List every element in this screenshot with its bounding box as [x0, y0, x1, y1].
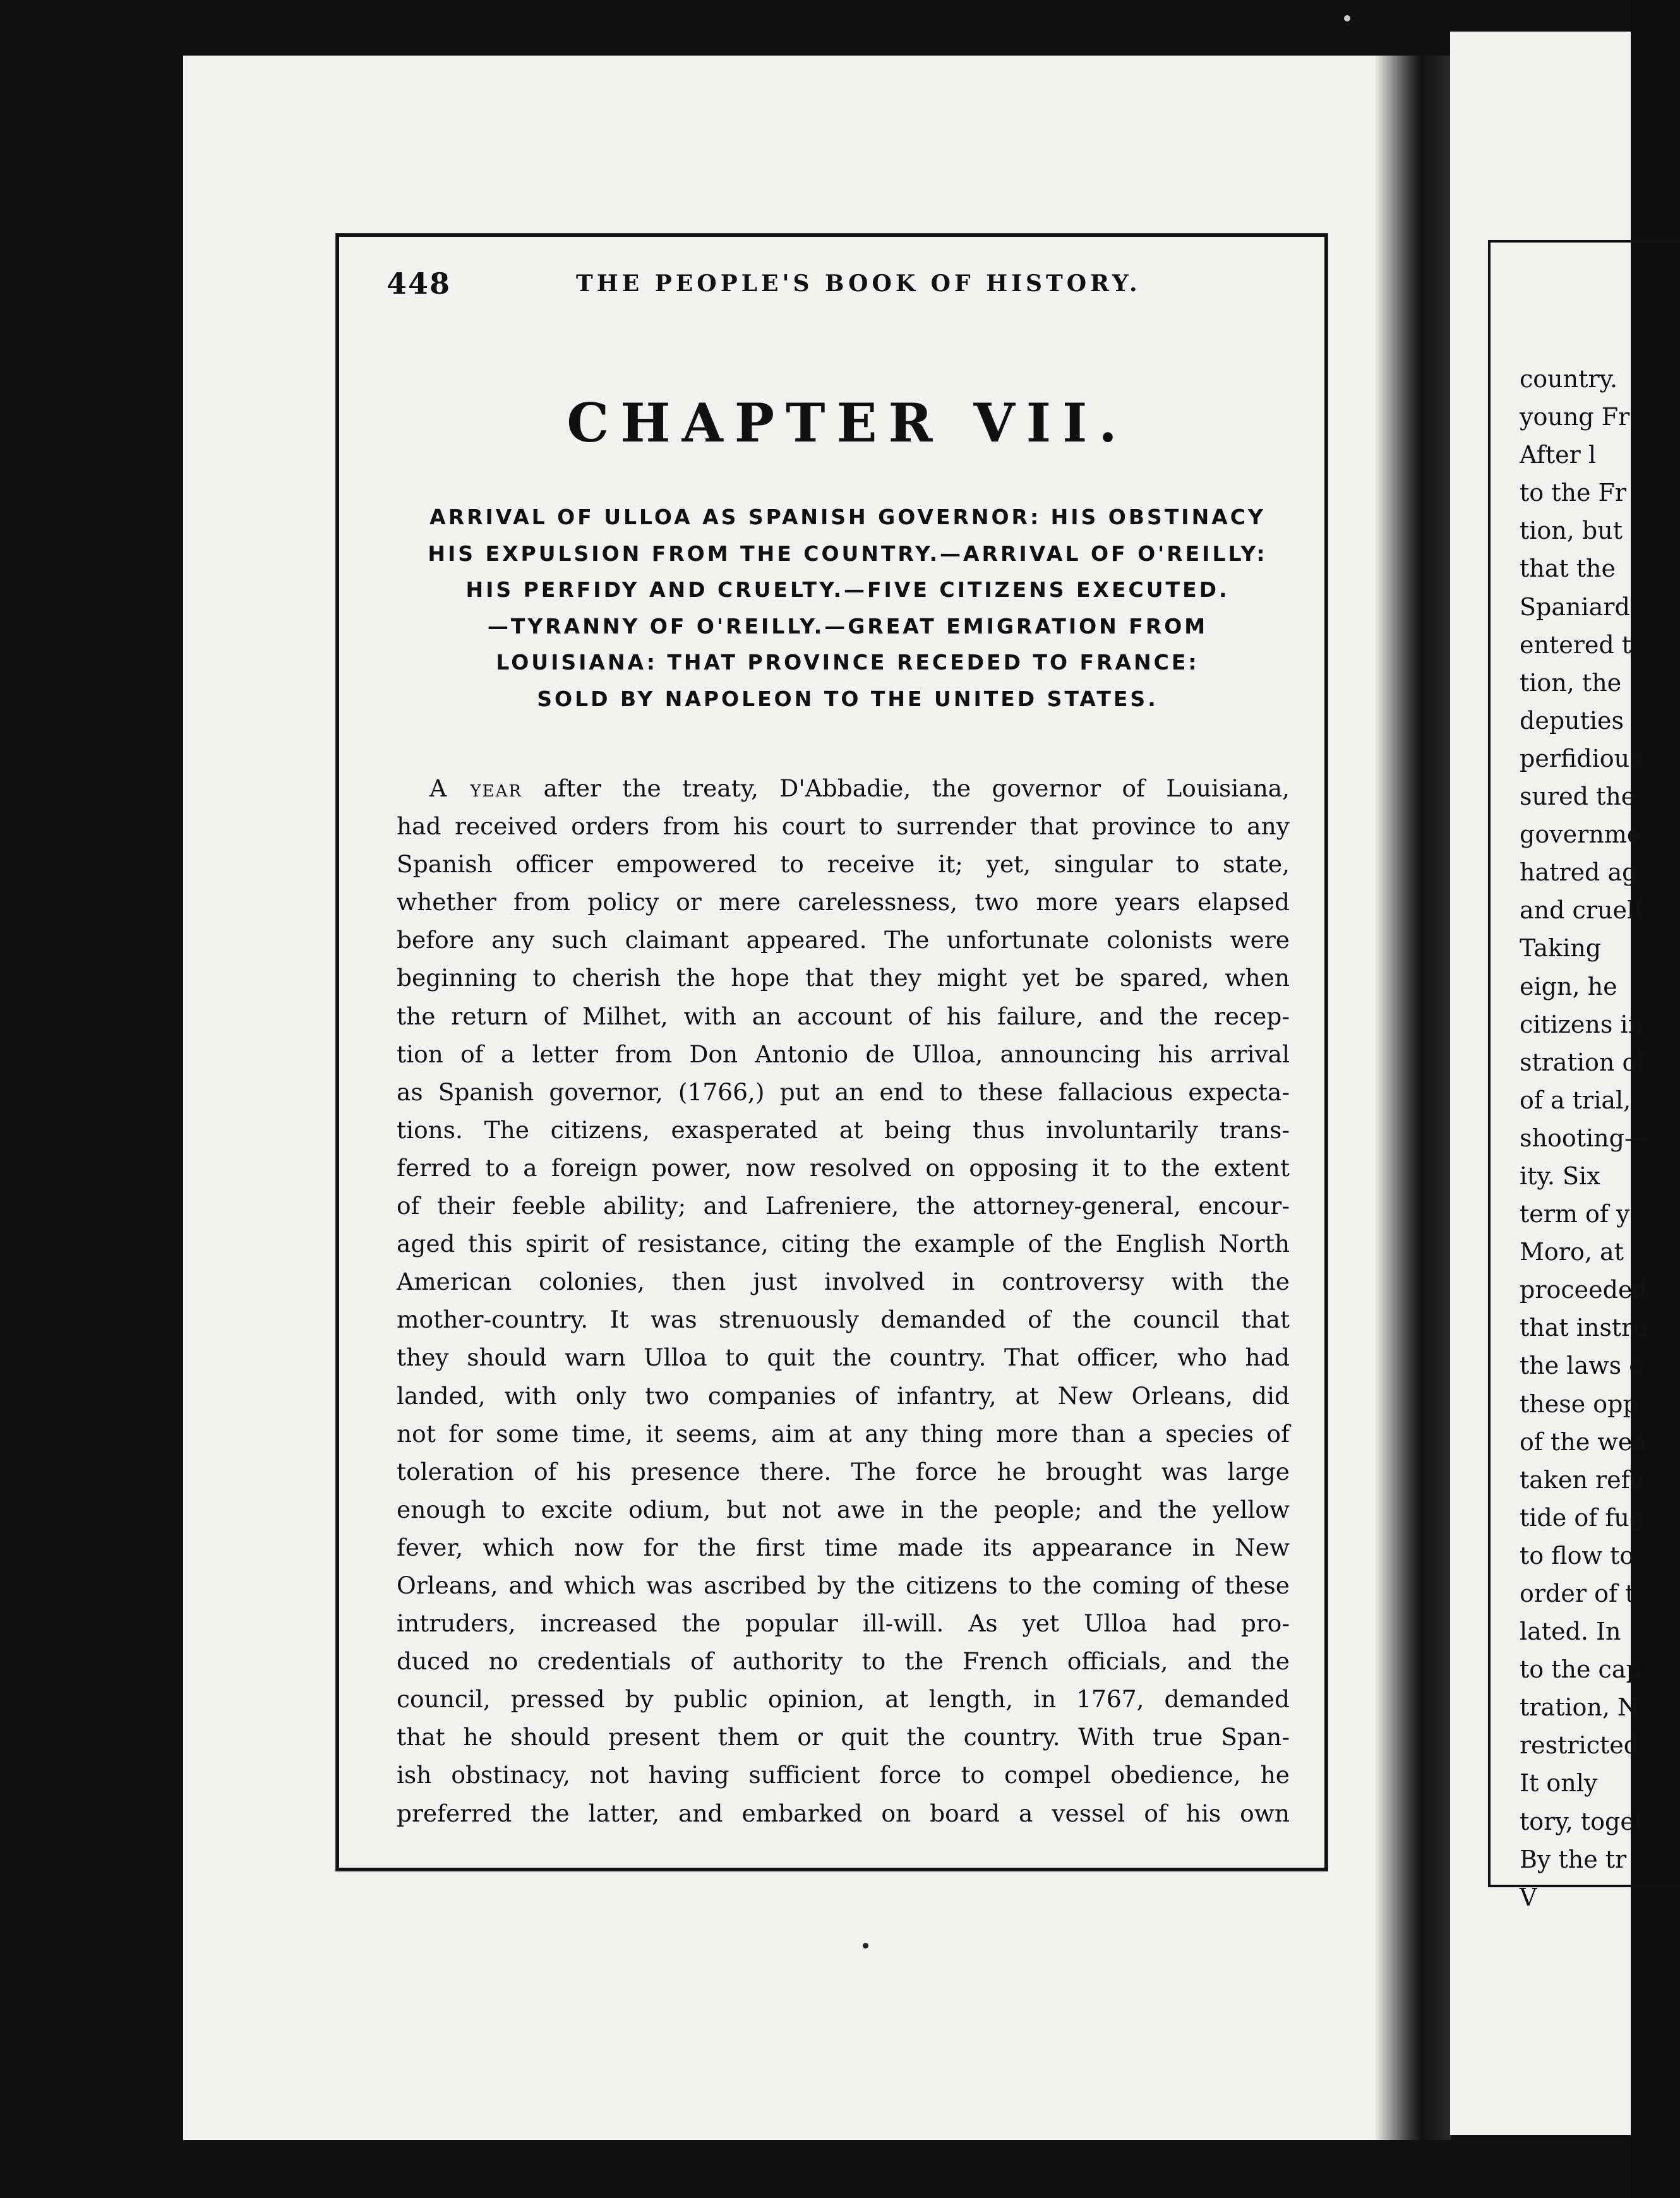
facing-page-line: country.	[1520, 365, 1618, 393]
facing-page-line: that the	[1520, 555, 1616, 583]
first-line-rest: after the treaty, D'Abbadie, the governor of Louisiana,	[522, 774, 1290, 802]
facing-page-line: tion, the	[1520, 668, 1622, 697]
facing-page-line: of the wea	[1520, 1427, 1647, 1456]
facing-page-line: order of t	[1520, 1580, 1635, 1607]
facing-page-line: term of y	[1520, 1200, 1630, 1228]
facing-page-line: young Fr	[1520, 403, 1630, 431]
facing-page-line: Moro, at	[1520, 1238, 1624, 1266]
body-text	[397, 769, 1290, 1832]
facing-page-line: tion, but	[1520, 517, 1623, 545]
body-line: preferred the latter, and embarked on board a vessel of his own	[397, 1799, 1290, 1827]
facing-page-line: entered t	[1520, 630, 1632, 659]
facing-page-line: governme	[1520, 820, 1641, 849]
body-line: tions. The citizens, exasperated at being thus involuntarily trans-	[397, 1115, 1290, 1144]
scan-speck	[863, 1943, 868, 1949]
facing-page-line: By the tr	[1520, 1845, 1627, 1873]
facing-page-line: tory, toget	[1520, 1807, 1645, 1835]
facing-page-line: stration of	[1520, 1048, 1646, 1076]
facing-page-line: proceeded	[1520, 1276, 1648, 1304]
book-spine-shadow	[1376, 56, 1451, 2140]
body-line: American colonies, then just involved in controversy with the	[397, 1268, 1290, 1296]
facing-page-line: that instru	[1520, 1314, 1648, 1342]
facing-page-line: to flow to	[1520, 1541, 1635, 1570]
body-line: Orleans, and which was ascribed by the citizens to the coming of these	[397, 1571, 1290, 1599]
body-line: as Spanish governor, (1766,) put an end to these fallacious expecta-	[397, 1078, 1290, 1106]
body-line: aged this spirit of resistance, citing the example of the English North	[397, 1230, 1290, 1258]
running-head	[387, 267, 1309, 304]
facing-page-text	[1520, 360, 1646, 1916]
body-line: of their feeble ability; and Lafreniere, the attorney-general, encour-	[397, 1192, 1290, 1220]
body-line: ish obstinacy, not having sufficient force to compel obedience, he	[397, 1761, 1290, 1789]
facing-page-line: these opp	[1520, 1390, 1638, 1418]
body-line: that he should present them or quit the country. With true Span-	[397, 1723, 1290, 1751]
body-line: not for some time, it seems, aim at any thing more than a species of	[397, 1419, 1290, 1448]
body-line: before any such claimant appeared. The unfortunate colonists were	[397, 926, 1290, 954]
body-line: tion of a letter from Don Antonio de Ulloa, announcing his arrival	[397, 1040, 1290, 1068]
summary-line: LOUISIANA: THAT PROVINCE RECEDED TO FRANCE:	[496, 650, 1199, 675]
facing-page	[1450, 32, 1648, 2135]
chapter-title: CHAPTER VII.	[567, 392, 1129, 454]
facing-page-line: tide of fug	[1520, 1503, 1645, 1532]
body-line: the return of Milhet, with an account of his failure, and the recep-	[397, 1002, 1290, 1030]
facing-page-line: After l	[1520, 441, 1596, 469]
body-line: beginning to cherish the hope that they might yet be spared, when	[397, 964, 1290, 992]
facing-page-line: to the cap	[1520, 1655, 1641, 1684]
summary-line: ARRIVAL OF ULLOA AS SPANISH GOVERNOR: HIS OBSTINACY	[429, 505, 1266, 529]
scan-speck	[1344, 15, 1350, 21]
facing-page-line: Spaniard	[1520, 592, 1630, 621]
body-line: landed, with only two companies of infantry, at New Orleans, did	[397, 1381, 1290, 1410]
body-line: duced no credentials of authority to the French officials, and the	[397, 1647, 1290, 1676]
body-line: whether from policy or mere carelessness, two more years elapsed	[397, 888, 1290, 916]
summary-line: HIS EXPULSION FROM THE COUNTRY.—ARRIVAL OF O'REILLY:	[428, 541, 1268, 566]
running-title: THE PEOPLE'S BOOK OF HISTORY.	[576, 270, 1141, 297]
facing-page-line: taken refu	[1520, 1465, 1646, 1494]
paragraph-first-line	[397, 769, 1290, 807]
opening-small-caps: A year	[429, 774, 523, 802]
facing-page-line: It only	[1520, 1769, 1598, 1798]
facing-page-line: perfidious	[1520, 744, 1642, 772]
summary-line: —TYRANNY OF O'REILLY.—GREAT EMIGRATION FROM	[487, 613, 1208, 639]
facing-page-line: shooting—	[1520, 1124, 1648, 1152]
facing-page-line: sured the	[1520, 783, 1636, 811]
body-line: they should warn Ulloa to quit the country. That officer, who had	[397, 1343, 1290, 1372]
facing-page-line: ity. Six	[1520, 1162, 1600, 1190]
facing-page-line: V	[1520, 1883, 1537, 1911]
body-line: had received orders from his court to surrender that province to any	[397, 812, 1290, 841]
summary-line: HIS PERFIDY AND CRUELTY.—FIVE CITIZENS EXECUTED.	[465, 577, 1230, 602]
facing-page-line: lated. In	[1520, 1618, 1621, 1646]
body-line: toleration of his presence there. The force he brought was large	[397, 1457, 1290, 1486]
body-line: fever, which now for the first time made its appearance in New	[397, 1533, 1290, 1561]
facing-page-line: eign, he	[1520, 972, 1617, 1000]
facing-page-line: of a trial,	[1520, 1086, 1631, 1114]
body-line: council, pressed by public opinion, at length, in 1767, demanded	[397, 1685, 1290, 1714]
page-number: 448	[387, 267, 452, 301]
chapter-summary	[387, 499, 1309, 717]
facing-page-line: and cruelt	[1520, 896, 1645, 925]
facing-page-line: restricted	[1520, 1731, 1640, 1760]
body-line: ferred to a foreign power, now resolved on opposing it to the extent	[397, 1153, 1290, 1182]
facing-page-line: the laws c	[1520, 1352, 1643, 1380]
body-line: mother-country. It was strenuously demanded of the council that	[397, 1306, 1290, 1334]
facing-page-line: deputies	[1520, 706, 1624, 735]
facing-page-line: tration, N	[1520, 1693, 1639, 1722]
body-line: enough to excite odium, but not awe in the people; and the yellow	[397, 1495, 1290, 1523]
body-line: intruders, increased the popular ill-will. As yet Ulloa had pro-	[397, 1609, 1290, 1638]
facing-page-line: citizens in	[1520, 1010, 1644, 1038]
summary-line: SOLD BY NAPOLEON TO THE UNITED STATES.	[537, 686, 1158, 711]
facing-page-line: to the Fr	[1520, 479, 1627, 507]
facing-page-line: Taking	[1520, 934, 1602, 963]
facing-page-line: hatred ag	[1520, 858, 1638, 887]
body-line: Spanish officer empowered to receive it; yet, singular to state,	[397, 850, 1290, 879]
